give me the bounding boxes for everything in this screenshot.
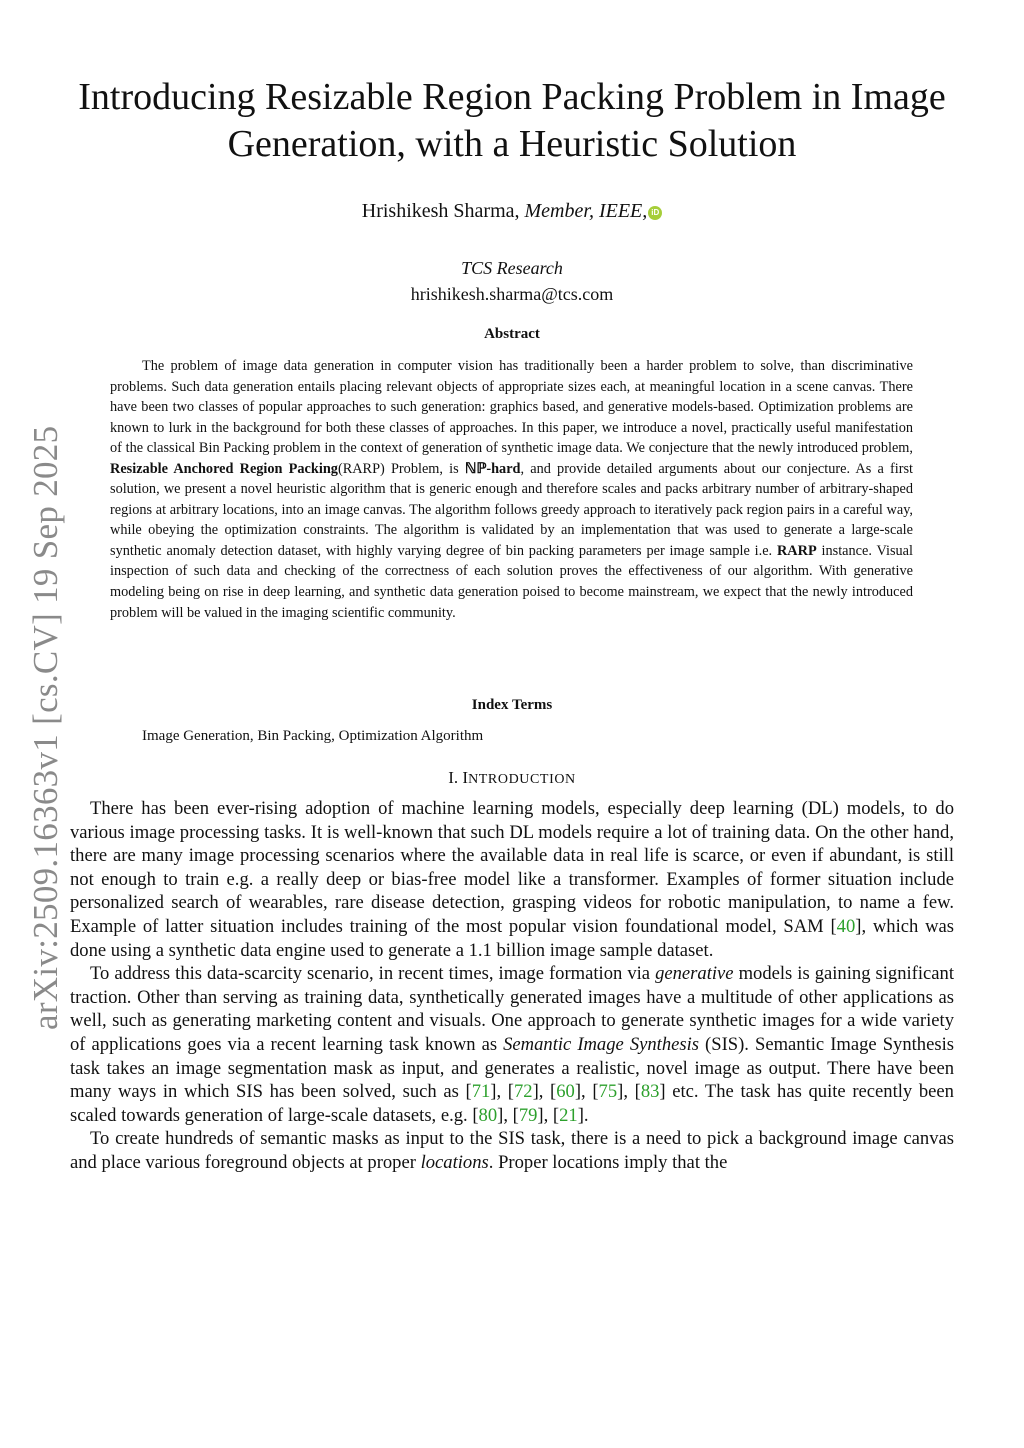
abstract-part: instance. Visual inspection of such data and checking of the correctness of each solution proves the effectiveness of our algorithm. With generative modeling being on rise in deep learning, and synthetic data generation poised to become mainstream, we expect that the newly introduced problem will be valued in the imaging scientific community. [110, 542, 913, 621]
paragraph-text: . Proper locations imply that the [488, 1151, 728, 1173]
paragraph-text: ], [ [497, 1104, 519, 1126]
arxiv-identifier: arXiv:2509.16363v1 [cs.CV] 19 Sep 2025 [26, 425, 65, 1030]
paragraph-emphasis: Semantic Image Synthesis [503, 1033, 700, 1055]
introduction-body [70, 797, 954, 1175]
abstract-bold-term: RARP [776, 542, 817, 559]
abstract-bold-term: ℕℙ-hard [464, 460, 521, 477]
paragraph-text: To create hundreds of semantic masks as input to the SIS task, there is a need to pick a background image canvas and place various foreground objects at proper [70, 1128, 954, 1173]
citation-link[interactable]: 79 [518, 1104, 538, 1126]
paragraph-emphasis: locations [420, 1151, 489, 1173]
paragraph-emphasis: generative [655, 963, 734, 985]
paragraph-text: models is gaining significant traction. Other than serving as training data, synthetically generated images have a multitude of other applications as well, such as generating marketing content and visuals. One approach to generate synthetic images for a wide variety of applications goes via a recent learning task known as [70, 963, 955, 1055]
section-title-initial: I [462, 768, 469, 787]
citation-link[interactable]: 40 [836, 915, 856, 937]
paragraph-text: (SIS). Semantic Image Synthesis task takes an image segmentation mask as input, and generates a realistic, novel image as output. There have been many ways in which SIS has been solved, such as [ [70, 1033, 954, 1103]
citation-link[interactable]: 71 [471, 1081, 491, 1103]
section-number: I. [448, 768, 463, 787]
author-name: Hrishikesh Sharma, [361, 200, 525, 222]
paper-title: Introducing Resizable Region Packing Problem in Image Generation, with a Heuristic Solution [78, 76, 946, 165]
abstract-part: , and provide detailed arguments about our conjecture. As a first solution, we present a novel heuristic algorithm that is generic enough and therefore scales and packs arbitrary number of arbitrary-shaped regions at arbitrary locations, into an image canvas. The algorithm follows greedy approach to iteratively pack region pairs in a careful way, while obeying the optimization constraints. The algorithm is validated by an implementation that was used to generate a large-scale synthetic anomaly detection dataset, with highly varying degree of bin packing parameters per image sample i.e. [110, 460, 914, 559]
author-email: hrishikesh.sharma@tcs.com [410, 284, 614, 304]
abstract-part: The problem of image data generation in computer vision has traditionally been a harder problem to solve, than discriminative problems. Such data generation entails placing relevant objects of appropriate sizes each, at meaningful location in a scene canvas. There have been two classes of popular approaches to such generation: graphics based, and generative models-based. Optimization problems are known to lurk in the background for both these classes of approaches. In this paper, we introduce a novel, practically useful manifestation of the classical Bin Packing problem in the context of generation of synthetic image data. We conjecture that the newly introduced problem, [110, 358, 913, 457]
affiliation-org [0, 258, 1024, 279]
section-title-rest: NTRODUCTION [468, 772, 576, 787]
index-terms-text: Image Generation, Bin Packing, Optimization Algorithm [142, 728, 484, 744]
paragraph-text: ], [ [490, 1081, 514, 1103]
orcid-icon[interactable]: iD [648, 206, 662, 220]
paragraph [70, 797, 954, 962]
paragraph-text: To address this data-scarcity scenario, in recent times, image formation via [90, 963, 656, 985]
paragraph-text: There has been ever-rising adoption of machine learning models, especially deep learning (DL) models, to do various image processing tasks. It is well-known that such DL models require a lot of training data. On the other hand, there are many image processing scenarios where the available data in real life is scarce, or even if abundant, is still not enough to train e.g. a really deep or bias-free model like a transformer. Examples of former situation include personalized search of wearables, rare disease detection, grasping videos for robotic manipulation, to name a few. Example of latter situation includes training of the most popular vision foundational model, SAM [ [70, 798, 954, 937]
author-membership: Member, IEEE, [524, 200, 648, 222]
paragraph [70, 962, 954, 1127]
citation-link[interactable]: 72 [513, 1081, 533, 1103]
abstract-heading: Abstract [484, 326, 540, 342]
abstract-bold-term: Resizable Anchored Region Packing [110, 460, 338, 477]
paragraph-text: ], which was done using a synthetic data engine used to generate a 1.1 billion image sample dataset. [70, 915, 954, 961]
index-terms-heading: Index Terms [471, 697, 553, 713]
citation-link[interactable]: 80 [478, 1104, 498, 1126]
paragraph-text: ] etc. The task has quite recently been scaled towards generation of large-scale datasets, e.g. [ [70, 1081, 954, 1126]
citation-link[interactable]: 21 [559, 1104, 578, 1126]
abstract-text [110, 356, 913, 623]
citation-link[interactable]: 83 [640, 1081, 660, 1103]
paragraph-text: ], [ [532, 1081, 557, 1103]
affiliation-org-text: TCS Research [461, 258, 563, 278]
author-line [0, 200, 1024, 223]
paragraph-text: ]. [577, 1104, 589, 1126]
paragraph-text: ], [ [574, 1081, 599, 1103]
abstract-part: (RARP) Problem, is [337, 460, 465, 477]
section-heading [0, 768, 1024, 788]
paragraph-text: ], [ [537, 1104, 560, 1126]
paragraph [70, 1127, 954, 1174]
citation-link[interactable]: 75 [598, 1081, 618, 1103]
paragraph-text: ], [ [617, 1081, 641, 1103]
citation-link[interactable]: 60 [556, 1081, 575, 1103]
